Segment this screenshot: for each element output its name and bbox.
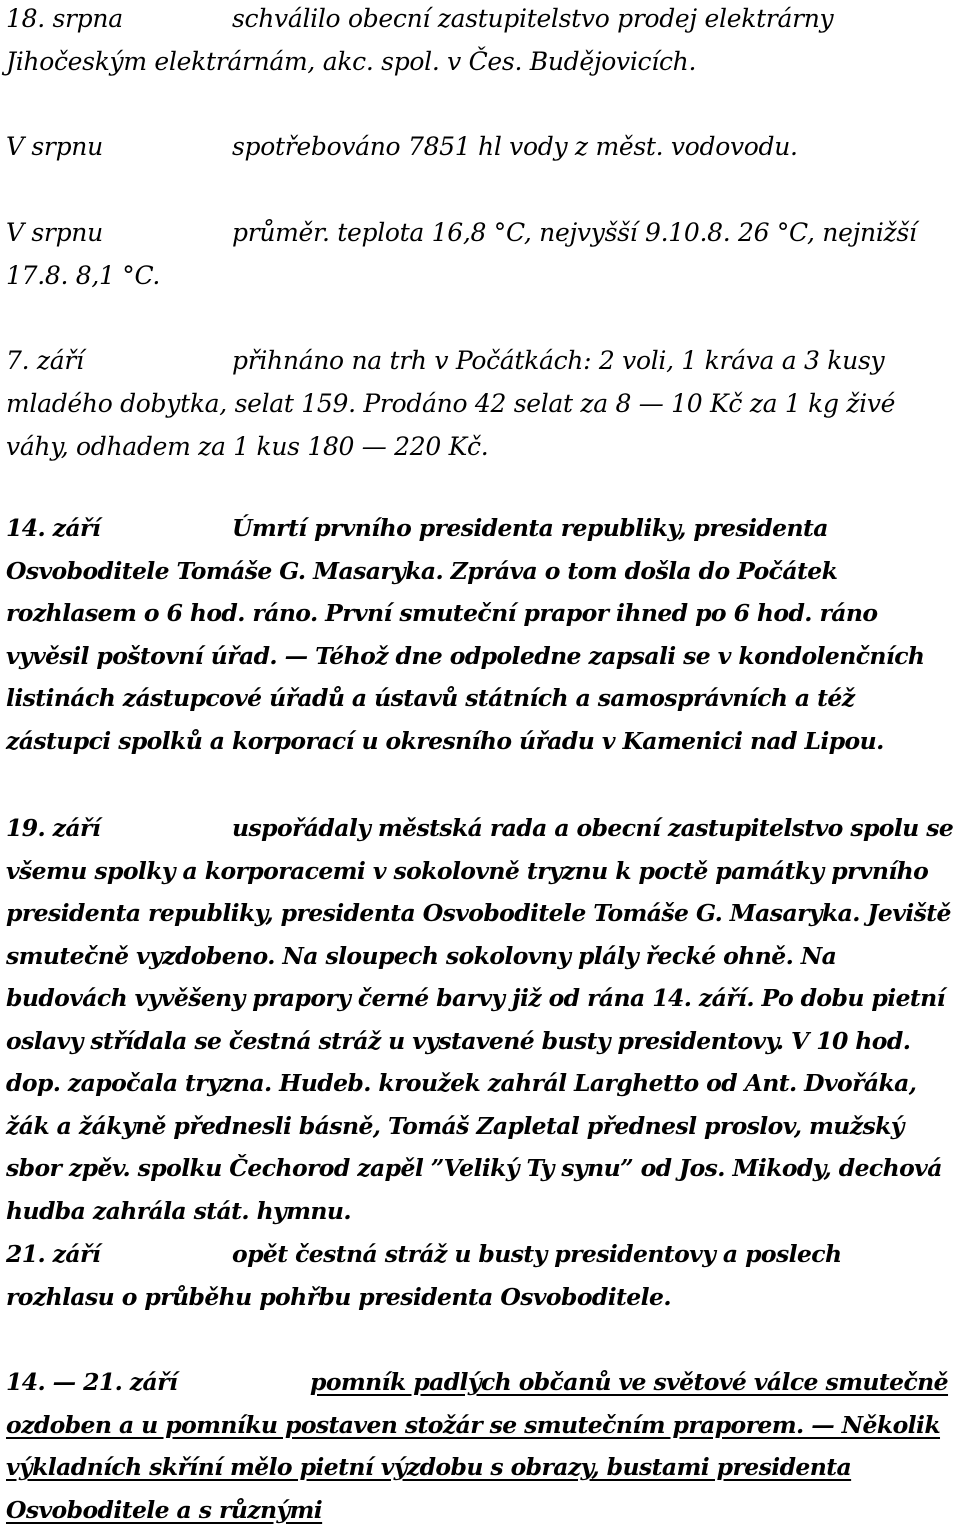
entry-date: 18. srpna xyxy=(6,4,123,33)
entry-date: V srpnu xyxy=(6,218,103,247)
chronicle-entry xyxy=(6,1233,956,1318)
entry-date: V srpnu xyxy=(6,132,103,161)
entry-text: Úmrtí prvního presidenta republiky, presidenta Osvoboditele Tomáše G. Masaryka. Zpráva o tom došla do Počátek rozhlasem o 6 hod. ráno. První smuteční prapor ihned po 6 hod. ráno vyvěsil poštovní úřad. — Téhož dne odpoledne zapsali se v kondolenčních listinách zástupcové úřadů a ústavů státních a samosprávních a též zástupci spolků a korporací u okresního úřadu v Kamenici nad Lipou. xyxy=(6,514,925,755)
entry-date: 14. září xyxy=(6,514,101,542)
entry-date: 19. září xyxy=(6,814,101,842)
chronicle-entry xyxy=(6,339,956,468)
entry-date: 7. září xyxy=(6,346,84,375)
entry-text: uspořádaly městská rada a obecní zastupitelstvo spolu se všemu spolky a korporacemi v sokolovně tryznu k poctě památky prvního presidenta republiky, presidenta Osvoboditele Tomáše G. Masaryka. Jeviště smutečně vyzdobeno. Na sloupech sokolovny plály řecké ohně. Na budovách vyvěšeny prapory černé barvy již od rána 14. září. Po dobu pietní oslavy střídala se čestná stráž u vystavené busty presidentovy. V 10 hod. dop. započala tryzna. Hudeb. kroužek zahrál Larghetto od Ant. Dvořáka, žák a žákyně přednesli básně, Tomáš Zapletal přednesl proslov, mužský sbor zpěv. spolku Čechorod zapěl ”Veliký Ty synu” od Jos. Mikody, dechová hudba zahrála stát. hymnu. xyxy=(6,814,954,1225)
chronicle-entry xyxy=(6,125,956,168)
entry-text: průměr. teplota 16,8 °C, nejvyšší 9.10.8. 26 °C, nejnižší 17.8. 8,1 °C. xyxy=(6,218,917,290)
entry-date: 14. — 21. září xyxy=(6,1368,178,1396)
chronicle-entry xyxy=(6,807,956,1232)
chronicle-entry xyxy=(6,0,956,83)
chronicle-entry xyxy=(6,507,956,762)
entry-text: opět čestná stráž u busty presidentovy a poslech rozhlasu o průběhu pohřbu presidenta Osvoboditele. xyxy=(6,1240,842,1311)
entry-text: pomník padlých občanů ve světové válce smutečně ozdoben a u pomníku postaven stožár se smutečním praporem. — Několik výkladních skříní mělo pietní výzdobu s obrazy, bustami presidenta Osvoboditele a s různými xyxy=(6,1368,949,1524)
entry-text: spotřebováno 7851 hl vody z měst. vodovodu. xyxy=(232,132,798,161)
entry-text: schválilo obecní zastupitelstvo prodej elektrárny Jihočeským elektrárnám, akc. spol. v Čes. Budějovicích. xyxy=(6,4,834,76)
chronicle-entry xyxy=(6,1361,956,1531)
entry-date: 21. září xyxy=(6,1240,101,1268)
entry-text: přihnáno na trh v Počátkách: 2 voli, 1 kráva a 3 kusy mladého dobytka, selat 159. Prodáno 42 selat za 8 — 10 Kč za 1 kg živé váhy, odhadem za 1 kus 180 — 220 Kč. xyxy=(6,346,896,461)
chronicle-entry xyxy=(6,211,956,297)
